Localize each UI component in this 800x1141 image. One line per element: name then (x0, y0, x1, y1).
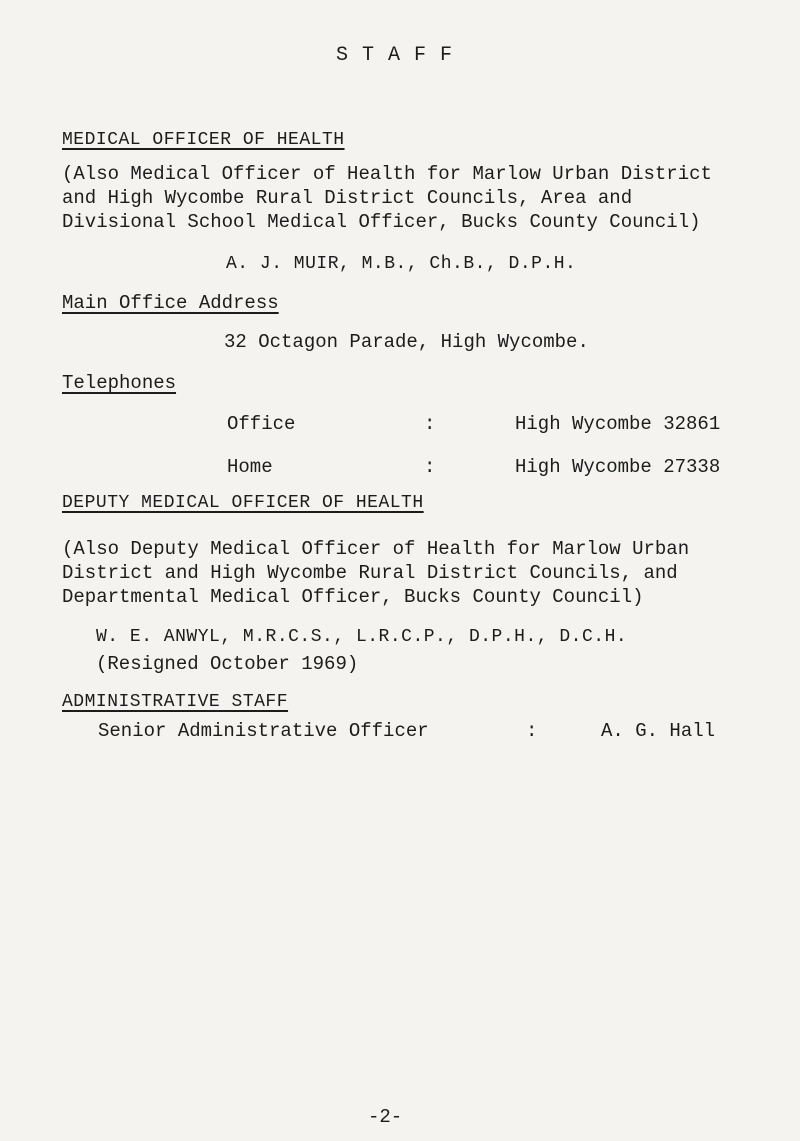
admin-heading: ADMINISTRATIVE STAFF (62, 692, 289, 712)
moh-note: (Also Medical Officer of Health for Marlow Urban District and High Wycombe Rural District Councils, Area and Divisional School Medical Officer, Bucks County Council) (62, 163, 712, 233)
telephone-value-home: High Wycombe 27338 (515, 456, 721, 478)
deputy-heading: DEPUTY MEDICAL OFFICER OF HEALTH (62, 493, 424, 513)
deputy-name: W. E. ANWYL, M.R.C.S., L.R.C.P., D.P.H., D.C.H. (96, 627, 628, 647)
telephone-sep-office: : (424, 413, 436, 435)
page-number: -2- (368, 1106, 403, 1128)
page-title: STAFF (336, 44, 467, 67)
telephone-value-office: High Wycombe 32861 (515, 413, 721, 435)
admin-value-senior: A. G. Hall (601, 720, 716, 742)
telephone-sep-home: : (424, 456, 436, 478)
admin-label-senior: Senior Administrative Officer (98, 720, 429, 742)
telephones-heading: Telephones (62, 372, 177, 394)
deputy-note: (Also Deputy Medical Officer of Health for Marlow Urban District and High Wycombe Rural District Councils, and Departmental Medical Officer, Bucks County Council) (62, 538, 690, 608)
moh-name: A. J. MUIR, M.B., Ch.B., D.P.H. (226, 254, 577, 274)
moh-heading: MEDICAL OFFICER OF HEALTH (62, 130, 345, 150)
admin-sep-senior: : (526, 720, 538, 742)
office-address: 32 Octagon Parade, High Wycombe. (224, 331, 589, 353)
deputy-resigned: (Resigned October 1969) (96, 653, 359, 675)
telephone-label-office: Office (227, 413, 296, 435)
telephone-label-home: Home (227, 456, 273, 478)
office-heading: Main Office Address (62, 292, 279, 314)
